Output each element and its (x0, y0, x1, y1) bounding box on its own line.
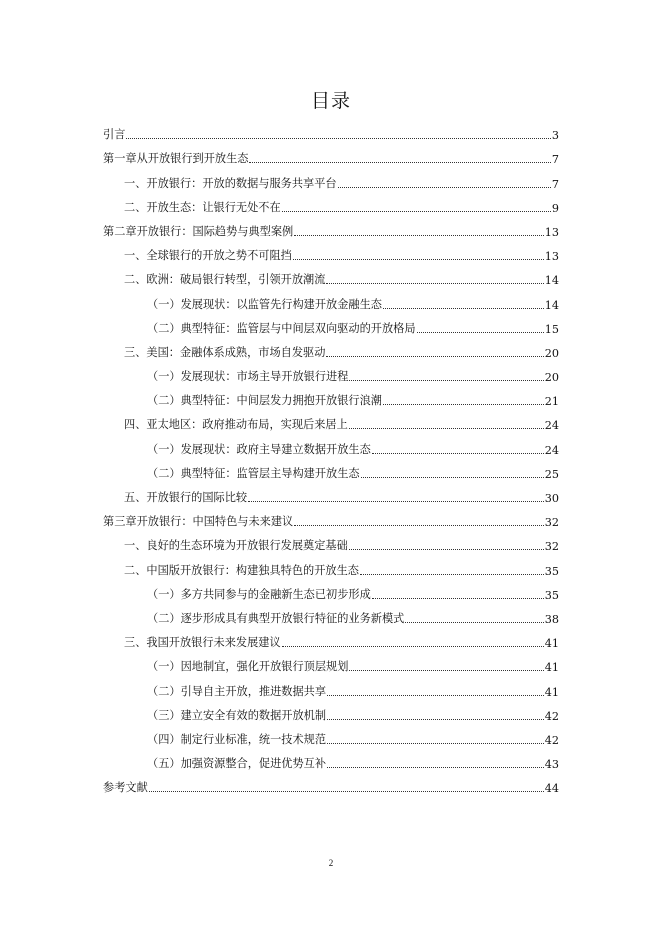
toc-entry-page: 38 (544, 612, 559, 626)
dot-leader (372, 452, 544, 454)
toc-entry-title: （一）发展现状：政府主导建立数据开放生态 (147, 442, 371, 456)
toc-entry[interactable] (103, 457, 559, 481)
dot-leader (338, 186, 551, 188)
dot-leader (249, 161, 550, 163)
toc-entry-title: （二）引导自主开放，推进数据共享 (147, 684, 327, 698)
toc-entry-page: 24 (544, 419, 559, 433)
toc-entry-title: （四）制定行业标准，统一技术规范 (147, 732, 327, 746)
toc-entry-title: （一）因地制宜，强化开放银行顶层规划 (147, 660, 349, 674)
dot-leader (327, 718, 544, 720)
dot-leader (417, 331, 544, 333)
toc-entry-title: 一、开放银行：开放的数据与服务共享平台 (124, 176, 337, 190)
toc-entry[interactable] (103, 553, 559, 577)
toc-entry-page: 25 (544, 467, 559, 481)
toc-entry[interactable] (103, 384, 559, 408)
toc-entry-title: 第二章开放银行：国际趋势与典型案例 (103, 224, 294, 238)
dot-leader (383, 307, 544, 309)
dot-leader (126, 137, 550, 139)
dot-leader (294, 524, 544, 526)
toc-entry-page: 7 (551, 153, 559, 167)
toc-entry[interactable] (103, 626, 559, 650)
toc-entry-page: 14 (544, 298, 559, 312)
toc-entry-page: 44 (544, 782, 559, 796)
dot-leader (248, 500, 544, 502)
toc-entry-title: （五）加强资源整合，促进优势互补 (147, 757, 327, 771)
toc-entry[interactable] (103, 699, 559, 723)
toc-entry-title: 三、我国开放银行未来发展建议 (124, 636, 281, 650)
toc-entry-page: 15 (544, 322, 559, 336)
toc-entry[interactable] (103, 239, 559, 263)
toc-entry[interactable] (103, 336, 559, 360)
dot-leader (349, 379, 543, 381)
toc-entry-title: （一）发展现状：市场主导开放银行进程 (147, 370, 349, 384)
dot-leader (405, 621, 543, 623)
toc-entry[interactable] (103, 723, 559, 747)
toc-entry[interactable] (103, 747, 559, 771)
toc-entry-title: 参考文献 (103, 781, 148, 795)
toc-entry-title: 三、美国：金融体系成熟，市场自发驱动 (124, 345, 326, 359)
toc-entry-title: 五、开放银行的国际比较 (124, 491, 248, 504)
toc-entry-page: 32 (544, 516, 559, 530)
toc-entry-title: 引言 (103, 128, 126, 142)
table-of-contents (103, 118, 559, 795)
dot-leader (149, 790, 544, 792)
toc-entry-page: 13 (544, 225, 559, 239)
toc-entry[interactable] (103, 578, 559, 602)
toc-entry[interactable] (103, 408, 559, 432)
page-number: 2 (328, 858, 334, 868)
toc-entry-page: 20 (544, 346, 559, 360)
toc-entry[interactable] (103, 118, 559, 142)
toc-entry-page: 43 (544, 758, 559, 772)
dot-leader (293, 258, 544, 260)
dot-leader (294, 234, 544, 236)
toc-entry-title: 二、开放生态：让银行无处不在 (124, 200, 281, 214)
dot-leader (372, 597, 544, 599)
dot-leader (282, 645, 544, 647)
dot-leader (349, 669, 543, 671)
toc-entry[interactable] (103, 602, 559, 626)
toc-entry[interactable] (103, 650, 559, 674)
toc-entry-page: 21 (544, 395, 559, 409)
toc-entry-page: 13 (544, 250, 559, 264)
toc-entry-page: 7 (551, 177, 559, 191)
toc-entry-title: 一、全球银行的开放之势不可阻挡 (124, 249, 292, 263)
toc-entry[interactable] (103, 432, 559, 456)
toc-entry-page: 42 (544, 709, 559, 723)
toc-entry-page: 42 (544, 733, 559, 747)
dot-leader (327, 766, 544, 768)
toc-entry-page: 41 (544, 685, 559, 699)
toc-entry[interactable] (103, 360, 559, 384)
toc-entry[interactable] (103, 215, 559, 239)
toc-entry-title: （一）多方共同参与的金融新生态已初步形成 (147, 587, 371, 601)
toc-entry-title: 二、中国版开放银行：构建独具特色的开放生态 (124, 563, 359, 577)
toc-entry[interactable] (103, 771, 559, 795)
dot-leader (326, 355, 543, 357)
toc-entry-title: 二、欧洲：破局银行转型，引领开放潮流 (124, 273, 326, 287)
dot-leader (327, 742, 544, 744)
toc-entry-title: （二）典型特征：监管层主导构建开放生态 (147, 466, 360, 480)
dot-leader (383, 403, 544, 405)
toc-entry-page: 30 (544, 492, 559, 505)
toc-entry-title: 一、良好的生态环境为开放银行发展奠定基础 (124, 539, 348, 553)
toc-entry[interactable] (103, 529, 559, 553)
toc-entry[interactable] (103, 481, 559, 505)
toc-entry-title: （二）逐步形成具有典型开放银行特征的业务新模式 (147, 611, 405, 625)
dot-leader (327, 694, 544, 696)
toc-entry-page: 41 (544, 637, 559, 651)
toc-entry-page: 9 (551, 201, 559, 215)
toc-entry-page: 20 (544, 371, 559, 385)
toc-entry[interactable] (103, 674, 559, 698)
toc-entry[interactable] (103, 287, 559, 311)
dot-leader (282, 210, 551, 212)
toc-entry-title: 四、亚太地区：政府推动布局，实现后来居上 (124, 418, 348, 432)
toc-entry[interactable] (103, 142, 559, 166)
toc-entry-title: 第一章从开放银行到开放生态 (103, 152, 249, 166)
toc-entry-page: 14 (544, 274, 559, 288)
toc-entry-title: （二）典型特征：监管层与中间层双向驱动的开放格局 (147, 321, 416, 335)
toc-entry-page: 41 (544, 661, 559, 675)
toc-entry-page: 3 (551, 129, 559, 143)
toc-entry[interactable] (103, 263, 559, 287)
page-title: 目录 (310, 90, 351, 112)
dot-leader (360, 573, 544, 575)
toc-entry-title: 第三章开放银行：中国特色与未来建议 (103, 515, 294, 529)
dot-leader (361, 476, 544, 478)
dot-leader (349, 427, 544, 429)
toc-entry[interactable] (103, 312, 559, 336)
dot-leader (326, 282, 543, 284)
dot-leader (349, 548, 544, 550)
toc-entry-page: 35 (544, 588, 559, 602)
toc-entry-title: （一）发展现状：以监管先行构建开放金融生态 (147, 297, 382, 311)
toc-entry-title: （二）典型特征：中间层发力拥抱开放银行浪潮 (147, 394, 382, 408)
toc-entry-page: 35 (544, 564, 559, 578)
toc-entry-page: 24 (544, 443, 559, 457)
toc-entry[interactable] (103, 191, 559, 215)
toc-entry[interactable] (103, 166, 559, 190)
toc-entry-title: （三）建立安全有效的数据开放机制 (147, 708, 327, 722)
toc-entry[interactable] (103, 505, 559, 529)
toc-entry-page: 32 (544, 540, 559, 554)
